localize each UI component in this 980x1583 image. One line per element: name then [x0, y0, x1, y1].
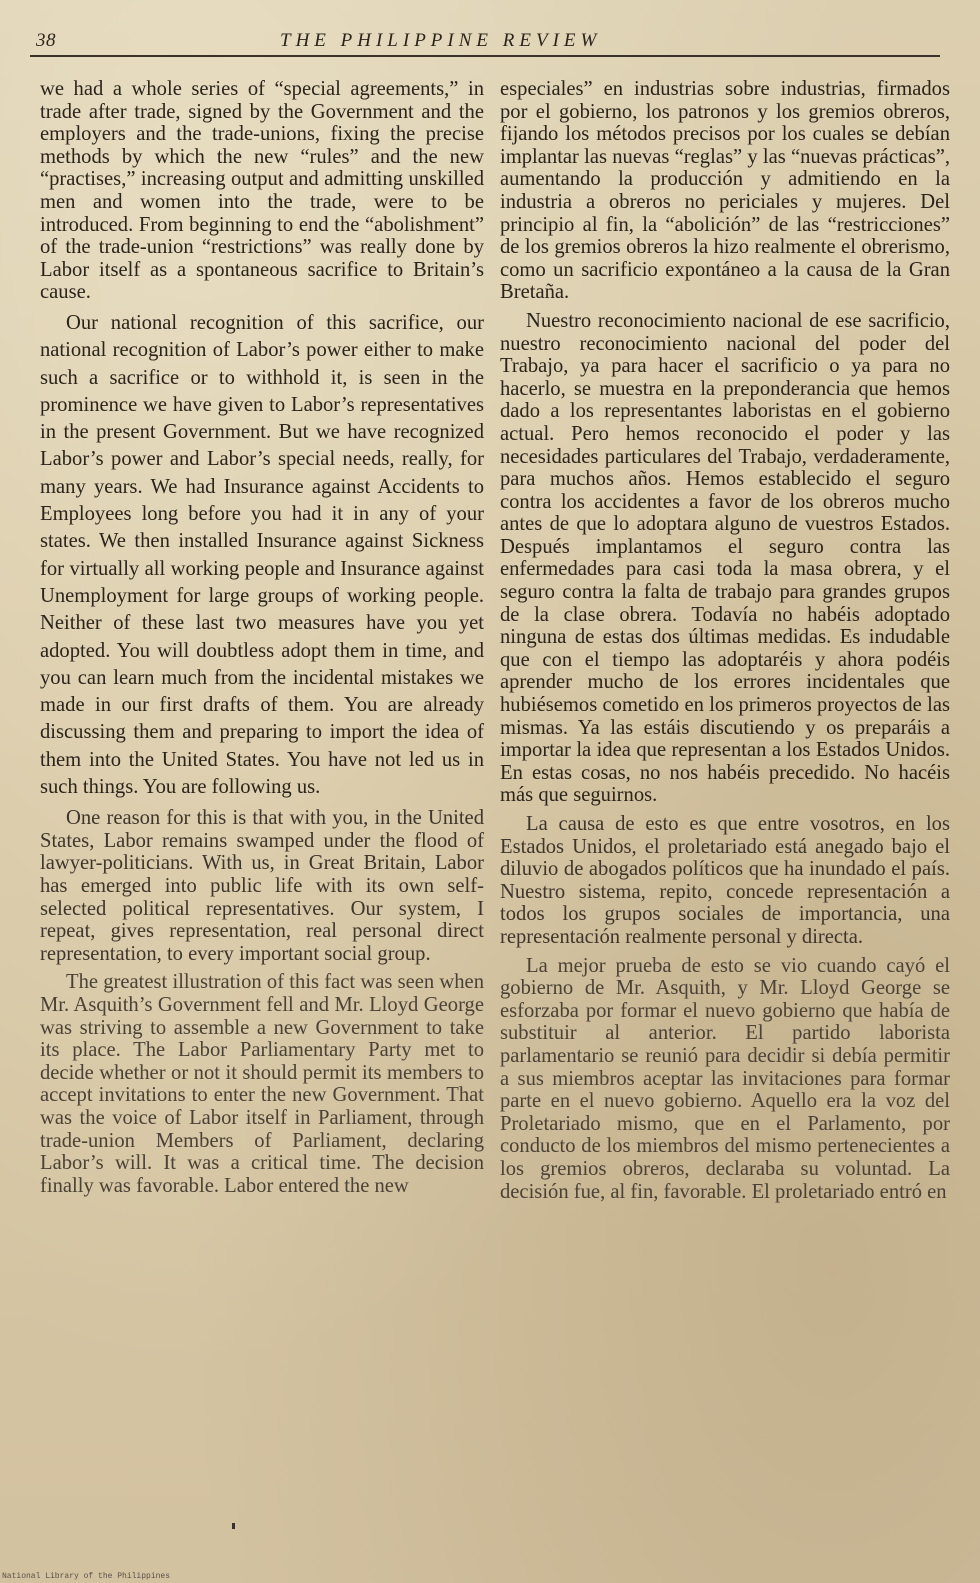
- print-mark: [232, 1523, 235, 1529]
- spanish-column: [500, 78, 950, 1209]
- spanish-paragraph-1: especiales” en industrias sobre industrias, firmados por el gobierno, los patronos y los gremios obreros, fijando los métodos precisos por los cuales se debían implantar las nuevas “reglas” y las “nuevas prácticas”, aumentando la producción y admitiendo en la industria a obreros no periciales y mujeres. Del principio al fin, la “abolición” de las “restricciones” de los gremios obreros la hizo realmente el obrerismo, como un sacrificio expontáneo a la causa de la Gran Bretaña.: [500, 78, 950, 304]
- english-paragraph-1: we had a whole series of “special agreements,” in trade after trade, signed by the Government and the employers and the trade-unions, fixing the precise methods by which the new “rules” and the new “practises,” increasing output and admitting unskilled men and women into the trade, were to be introduced. From beginning to end the “abolishment” of the trade-union “restrictions” was really done by Labor itself as a spontaneous sacrifice to Britain’s cause.: [40, 78, 484, 304]
- english-paragraph-4: The greatest illustration of this fact was seen when Mr. Asquith’s Government fell and Mr. Lloyd George was striving to assemble a new Government to take its place. The Labor Parliamentary Party met to decide whether or not it should permit its members to accept invitations to enter the new Government. That was the voice of Labor itself in Parliament, through trade-union Members of Parliament, declaring Labor’s will. It was a critical time. The decision finally was favorable. Labor entered the new: [40, 971, 484, 1197]
- page-header: [30, 30, 940, 56]
- library-credit: National Library of the Philippines: [2, 1572, 171, 1581]
- spanish-paragraph-2: Nuestro reconocimiento nacional de ese sacrificio, nuestro reconocimiento nacional del poder del Trabajo, ya para hacer el sacrificio o ya para no hacerlo, se muestra en la preponderancia que hemos dado a los representantes laboristas en el gobierno actual. Pero hemos reconocido el poder y las necesidades particulares del Trabajo, verdaderamente, para muchos años. Hemos establecido el seguro contra los accidentes a favor de los obreros mucho antes de que lo adoptara alguno de vuestros Estados. Después implantamos el seguro contra las enfermedades para casi toda la masa obrera, y el seguro contra la falta de trabajo para grandes grupos de la clase obrera. Todavía no habéis adoptado ninguna de estas dos últimas medidas. Es indudable que con el tiempo las adoptaréis y ahora podéis aprender mucho de los errores incidentales que hubiésemos cometido en los primeros proyectos de las mismas. Ya las estáis discutiendo y os preparáis a importar la idea que representan a los Estados Unidos. En estas cosas, no nos habéis precedido. No hacéis más que seguirnos.: [500, 309, 950, 807]
- spanish-paragraph-4: La mejor prueba de esto se vio cuando cayó el gobierno de Mr. Asquith, y Mr. Lloyd George se esforzaba por formar el nuevo gobierno que había de substituir al anterior. El partido laborista parlamentario se reunió para decidir si debía permitir a sus miembros aceptar las invitaciones para formar parte en el nuevo gobierno. Aquello era la voz del Proletariado mismo, que en el Parlamento, por conducto de los miembros del mismo pertenecientes a los gremios obreros, declaraba su voluntad. La decisión fue, al fin, favorable. El proletariado entró en: [500, 954, 950, 1203]
- english-paragraph-2: Our national recognition of this sacrifice, our national recognition of Labor’s power either to make such a sacrifice or to withhold it, is seen in the prominence we have given to Labor’s representatives in the present Government. But we have recognized Labor’s power and Labor’s special needs, really, for many years. We had Insurance against Accidents to Employees long before you had it in any of your states. We then installed Insurance against Sickness for virtually all working people and Insurance against Unemployment for large groups of working people. Neither of these last two measures have you yet adopted. You will doubtless adopt them in time, and you can learn much from the incidental mistakes we made in our first drafts of them. You are already discussing them and preparing to import the idea of them into the United States. You have not led us in such things. You are following us.: [40, 311, 484, 798]
- page-number: 38: [36, 30, 56, 51]
- journal-title: THE PHILIPPINE REVIEW: [280, 30, 602, 51]
- english-column: [40, 78, 484, 1203]
- spanish-paragraph-3: La causa de esto es que entre vosotros, en los Estados Unidos, el proletariado está anegado bajo el diluvio de abogados políticos que ha inundado el país. Nuestro sistema, repito, concede representación a todos los grupos sociales de importancia, una representación realmente personal y directa.: [500, 813, 950, 948]
- english-paragraph-3: One reason for this is that with you, in the United States, Labor remains swamped under the flood of lawyer-politicians. With us, in Great Britain, Labor has emerged into public life with its own self-selected political representatives. Our system, I repeat, gives representation, real personal direct representation, to every important social group.: [40, 807, 484, 965]
- header-rule: [30, 55, 940, 57]
